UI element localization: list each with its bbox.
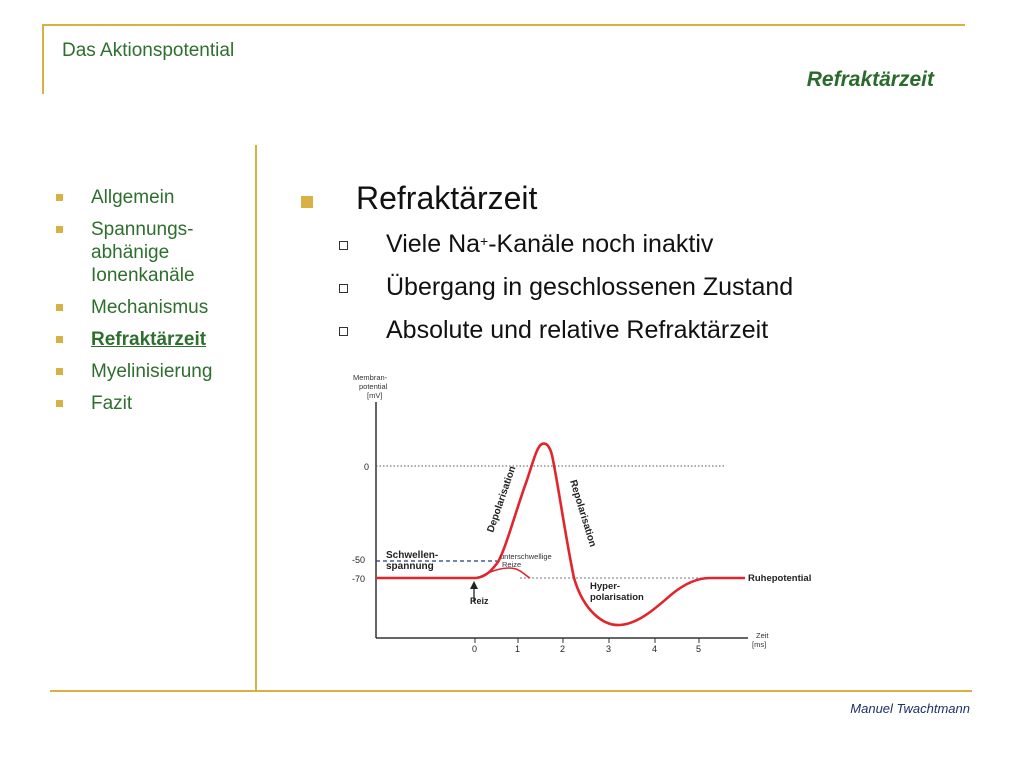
y-axis-label-line: potential bbox=[359, 382, 388, 391]
nav-item-label: Fazit bbox=[91, 393, 133, 414]
nav-item-label: Allgemein bbox=[91, 187, 175, 208]
subthreshold-curve bbox=[478, 568, 530, 578]
x-tick-label: 4 bbox=[652, 644, 658, 654]
subthreshold-label: Reize bbox=[502, 560, 522, 569]
repolarisation-label: Repolarisation bbox=[567, 478, 598, 549]
footer-author: Manuel Twachtmann bbox=[850, 701, 970, 716]
subthreshold-label: unterschwellige bbox=[500, 552, 552, 561]
x-tick-label: 3 bbox=[606, 644, 612, 654]
nav-item-label: Myelinisierung bbox=[91, 361, 213, 382]
y-tick-label: 0 bbox=[364, 462, 370, 472]
nav-item-label: Mechanismus bbox=[91, 297, 209, 318]
x-axis-label-line: Zeit bbox=[756, 631, 769, 640]
bullet-text: Absolute und relative Refraktärzeit bbox=[386, 316, 769, 344]
x-tick-label: 5 bbox=[696, 644, 702, 654]
y-tick-label: -50 bbox=[352, 555, 366, 565]
slide-title: Das Aktionspotential bbox=[62, 40, 235, 61]
depolarisation-label: Depolarisation bbox=[485, 464, 519, 534]
hyperpolarisation-label: polarisation bbox=[590, 592, 644, 603]
main-heading: Refraktärzeit bbox=[356, 180, 538, 216]
x-tick-label: 1 bbox=[515, 644, 521, 654]
nav-item-label: Spannungs- abhänige Ionenkanäle bbox=[91, 219, 195, 286]
resting-potential-label: Ruhepotential bbox=[748, 573, 812, 584]
bullet-text: Übergang in geschlossenen Zustand bbox=[386, 273, 794, 301]
threshold-label: spannung bbox=[386, 561, 434, 572]
stimulus-label: Reiz bbox=[470, 596, 489, 606]
slide-subtitle: Refraktärzeit bbox=[806, 68, 934, 91]
x-tick-label: 0 bbox=[472, 644, 478, 654]
y-axis-label-line: Membran- bbox=[353, 373, 388, 382]
action-potential-curve bbox=[376, 444, 745, 625]
x-tick-label: 2 bbox=[560, 644, 566, 654]
y-tick-label: -70 bbox=[352, 574, 366, 584]
threshold-label: Schwellen- bbox=[386, 550, 439, 561]
stimulus-arrow-head bbox=[470, 581, 478, 589]
nav-item-label: Refraktärzeit bbox=[91, 329, 207, 350]
bullet-text: Viele Na+-Kanäle noch inaktiv bbox=[386, 230, 714, 258]
y-axis-label-line: [mV] bbox=[367, 391, 383, 400]
hyperpolarisation-label: Hyper- bbox=[590, 581, 621, 592]
footer-rule bbox=[50, 690, 972, 692]
x-axis-label-line: [ms] bbox=[752, 640, 767, 649]
